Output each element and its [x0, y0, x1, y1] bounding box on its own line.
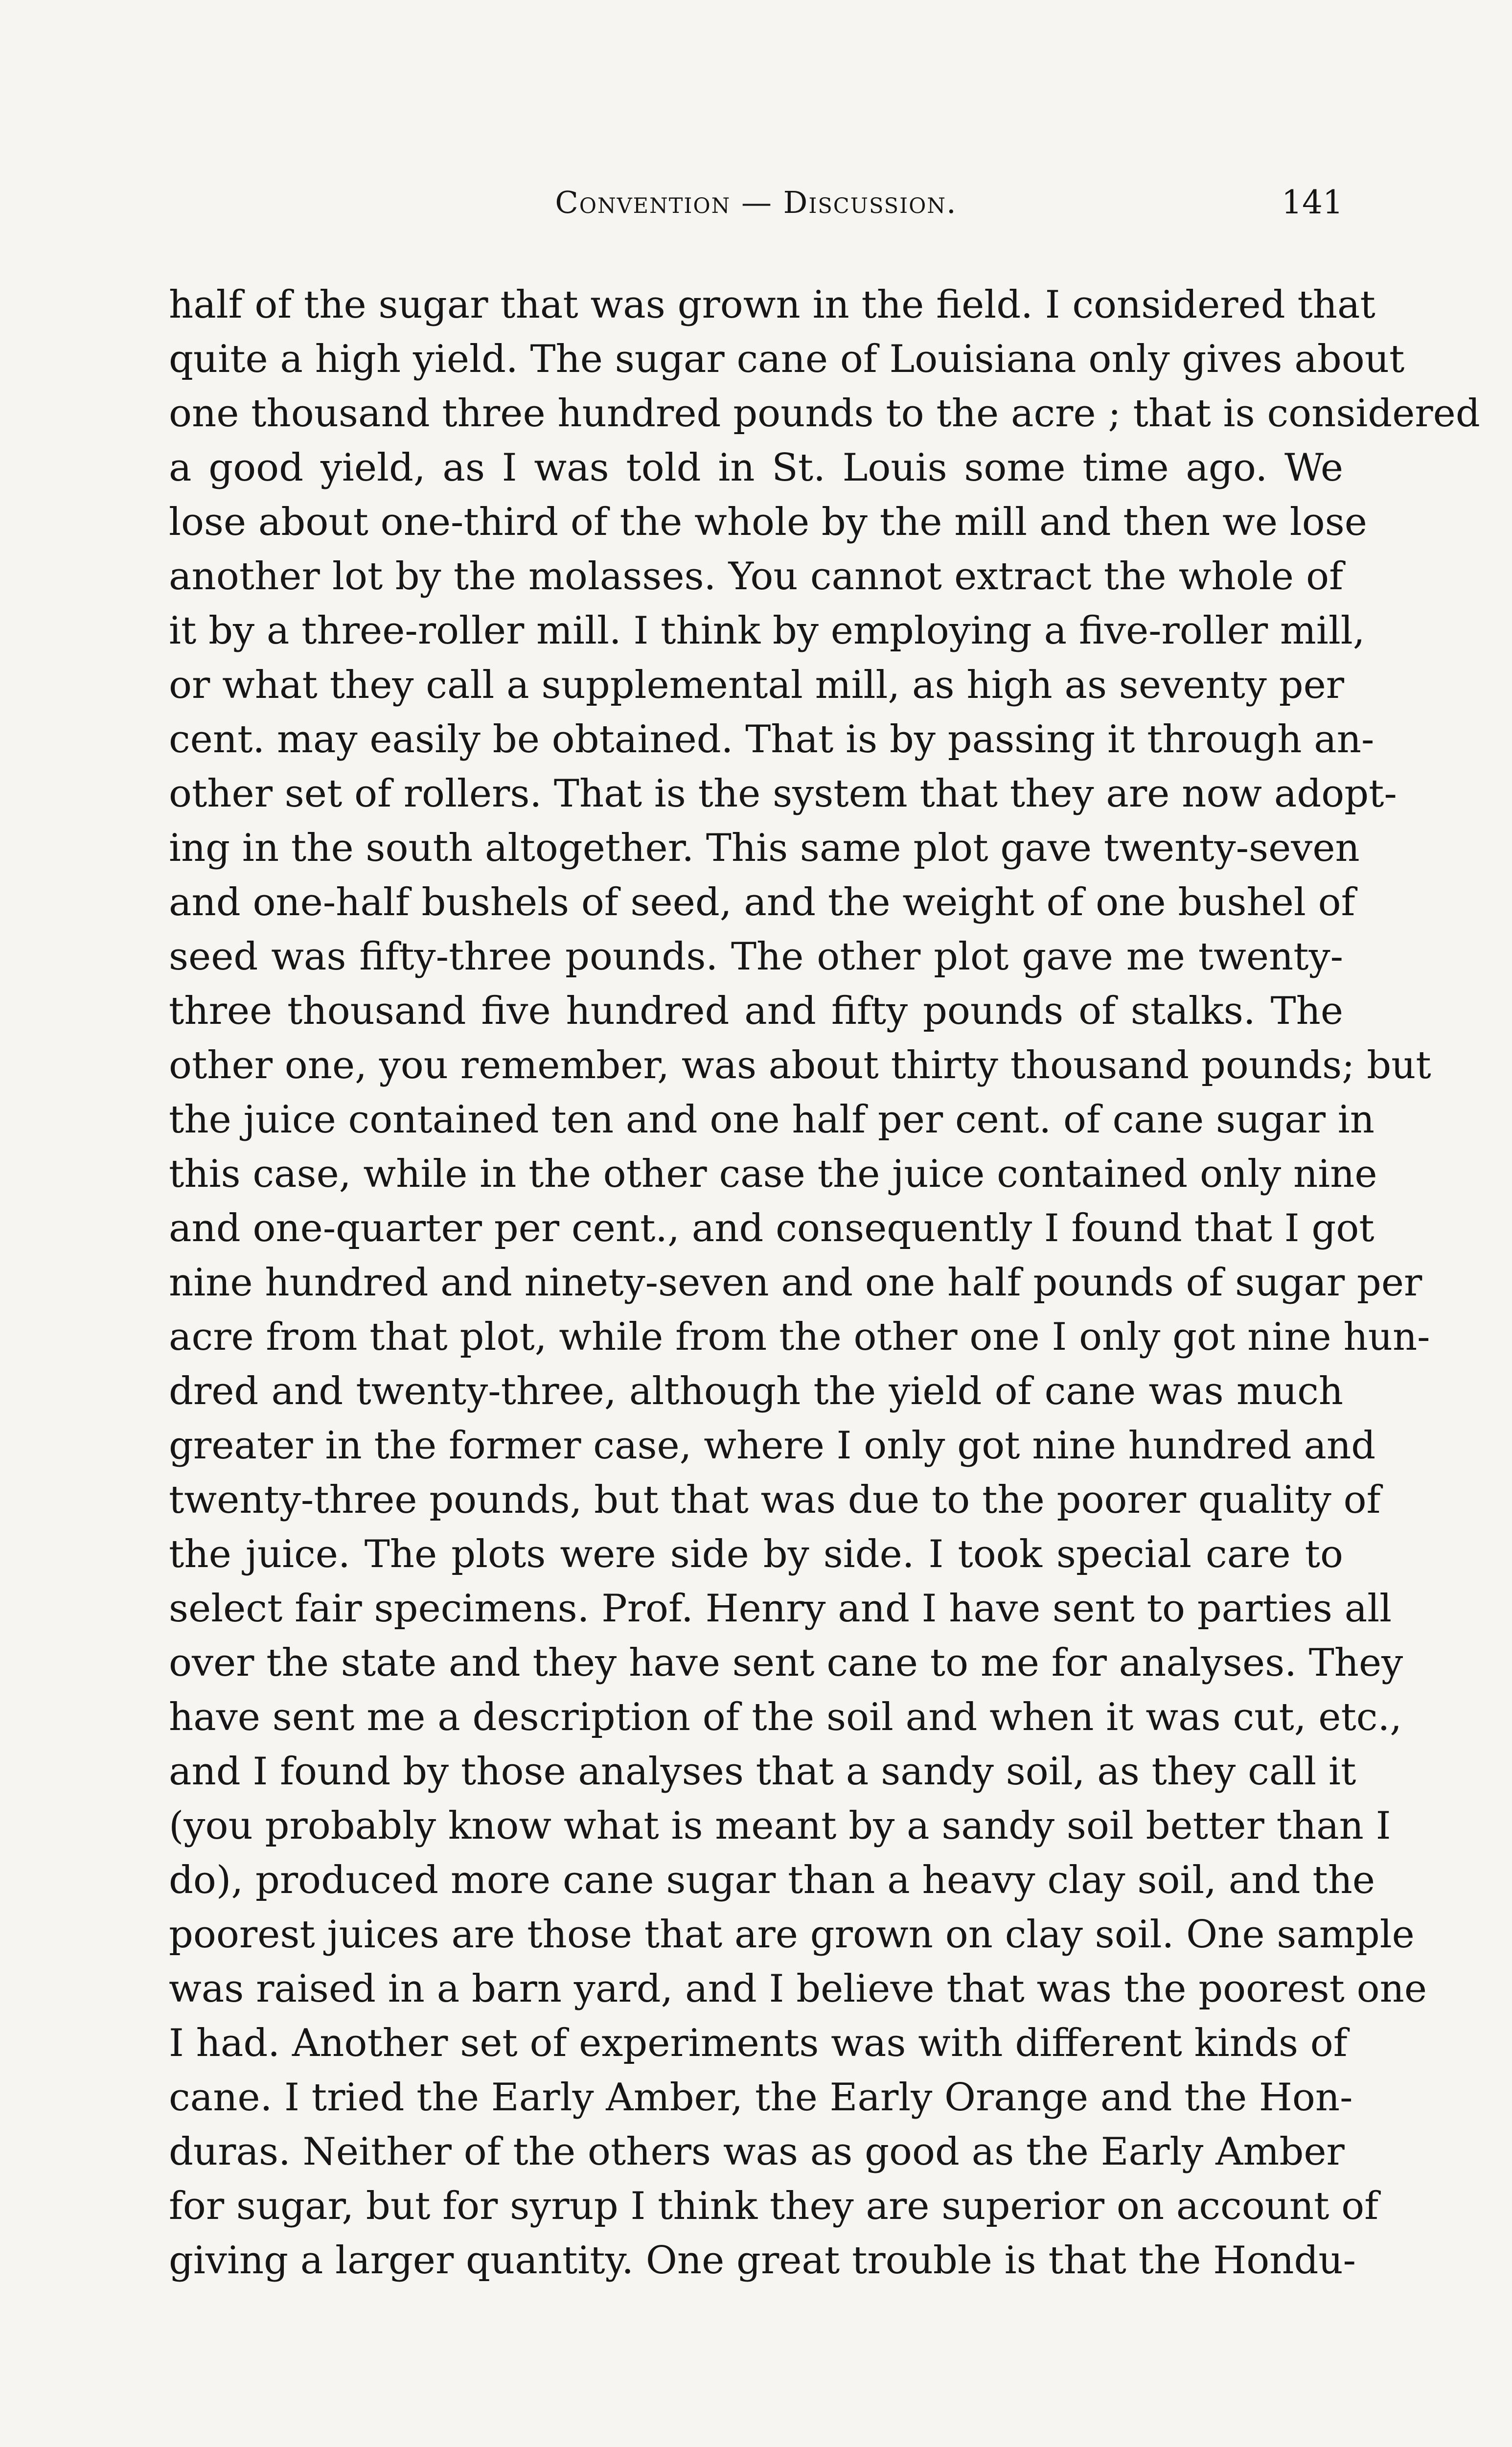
text-line: dred and twenty-three, although the yield of cane was much [169, 1369, 1343, 1413]
text-line: twenty-three pounds, but that was due to the poorer quality of [169, 1478, 1381, 1522]
text-line: cent. may easily be obtained. That is by passing it through an- [169, 717, 1375, 762]
text-line: it by a three-roller mill. I think by employing a five-roller mill, [169, 609, 1365, 653]
text-line: duras. Neither of the others was as good as the Early Amber [169, 2130, 1345, 2174]
text-line: and one-half bushels of seed, and the weight of one bushel of [169, 880, 1355, 924]
text-line: or what they call a supplemental mill, as high as seventy per [169, 663, 1345, 707]
text-line: seed was fifty-three pounds. The other plot gave me twenty- [169, 935, 1343, 979]
text-line: half of the sugar that was grown in the field. I considered that [169, 283, 1375, 327]
text-line: nine hundred and ninety-seven and one half pounds of sugar per [169, 1261, 1422, 1305]
text-line: the juice. The plots were side by side. I took special care to [169, 1532, 1343, 1576]
page-number: 141 [1282, 184, 1343, 221]
text-line: cane. I tried the Early Amber, the Early Orange and the Hon- [169, 2076, 1353, 2120]
text-line: another lot by the molasses. You cannot extract the whole of [169, 554, 1343, 599]
text-line: (you probably know what is meant by a sandy soil better than I [169, 1804, 1391, 1848]
text-line: other one, you remember, was about thirty thousand pounds; but [169, 1043, 1431, 1087]
running-head [169, 178, 1343, 227]
text-line: quite a high yield. The sugar cane of Louisiana only gives about [169, 337, 1405, 381]
text-line: and one-quarter per cent., and consequently I found that I got [169, 1206, 1375, 1250]
text-line: this case, while in the other case the juice contained only nine [169, 1152, 1377, 1196]
text-line: giving a larger quantity. One great trouble is that the Hondu- [169, 2239, 1356, 2283]
text-line: one thousand three hundred pounds to the acre ; that is considered [169, 392, 1480, 436]
text-line: for sugar, but for syrup I think they are superior on account of [169, 2184, 1379, 2228]
text-line: I had. Another set of experiments was with different kinds of [169, 2021, 1348, 2065]
text-line: a good yield, as I was told in St. Louis some time ago. We [169, 446, 1343, 490]
text-line: three thousand five hundred and fifty pounds of stalks. The [169, 989, 1343, 1033]
text-line: poorest juices are those that are grown on clay soil. One sample [169, 1913, 1415, 1957]
text-line: have sent me a description of the soil and when it was cut, etc., [169, 1695, 1402, 1739]
text-line: lose about one-third of the whole by the mill and then we lose [169, 500, 1367, 544]
text-line: acre from that plot, while from the other one I only got nine hun- [169, 1315, 1430, 1359]
running-head-title: Convention — Discussion. [555, 185, 957, 220]
text-line: select fair specimens. Prof. Henry and I have sent to parties all [169, 1587, 1392, 1631]
text-line: ing in the south altogether. This same plot gave twenty-seven [169, 826, 1360, 870]
text-line: over the state and they have sent cane to me for analyses. They [169, 1641, 1403, 1685]
text-line: greater in the former case, where I only got nine hundred and [169, 1424, 1376, 1468]
text-line: and I found by those analyses that a sandy soil, as they call it [169, 1750, 1356, 1794]
text-line: other set of rollers. That is the system that they are now adopt- [169, 772, 1397, 816]
text-line: the juice contained ten and one half per cent. of cane sugar in [169, 1098, 1375, 1142]
text-line: was raised in a barn yard, and I believe that was the poorest one [169, 1967, 1427, 2011]
text-line: do), produced more cane sugar than a heavy clay soil, and the [169, 1858, 1375, 1902]
body-paragraph [169, 278, 1480, 2288]
